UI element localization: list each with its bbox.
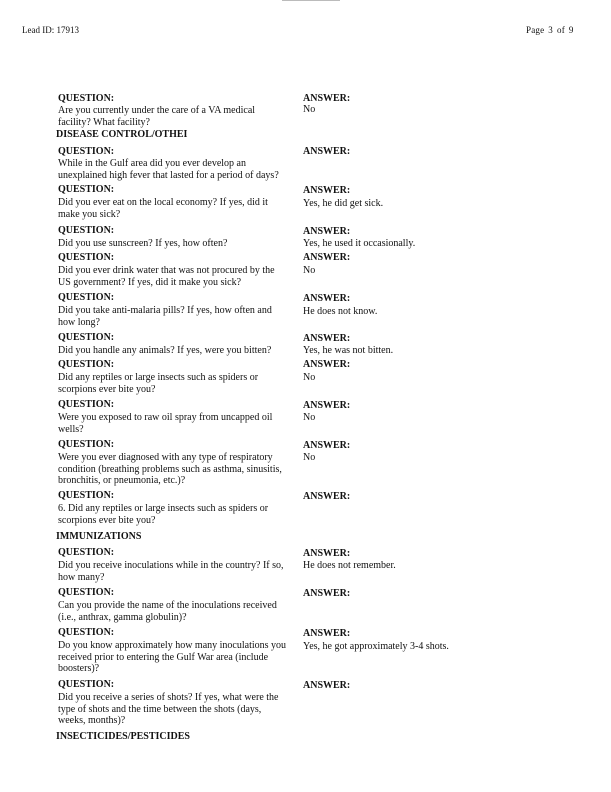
question-label: QUESTION: [58, 627, 115, 638]
answer-text: No [303, 372, 316, 383]
page-label: Page [526, 25, 545, 35]
answer-text: Yes, he did get sick. [303, 198, 384, 209]
answer-label: ANSWER: [303, 548, 351, 559]
question-label: QUESTION: [58, 225, 115, 236]
answer-label: ANSWER: [303, 93, 351, 104]
answer-text: Yes, he was not bitten. [303, 345, 394, 356]
answer-label: ANSWER: [303, 146, 351, 157]
question-label: QUESTION: [58, 332, 115, 343]
answer-label: ANSWER: [303, 588, 351, 599]
question-text: While in the Gulf area did you ever develop an unexplained high fever that lasted for a period of days? [58, 158, 279, 181]
answer-label: ANSWER: [303, 226, 351, 237]
answer-label: ANSWER: [303, 440, 351, 451]
question-label: QUESTION: [58, 146, 115, 157]
question-text: Did you use sunscreen? If yes, how often? [58, 238, 228, 249]
question-text: Do you know approximately how many inoculations you received prior to entering the Gulf War area (include boosters)? [58, 640, 287, 675]
question-label: QUESTION: [58, 184, 115, 195]
lead-id: Lead ID: 17913 [22, 25, 79, 35]
question-label: QUESTION: [58, 587, 115, 598]
section-heading-insecticides: INSECTICIDES/PESTICIDES [56, 731, 190, 742]
question-text: Did you ever eat on the local economy? If yes, did it make you sick? [58, 197, 268, 220]
answer-text: He does not remember. [303, 560, 396, 571]
question-text: 6. Did any reptiles or large insects such as spiders or scorpions ever bite you? [58, 503, 269, 526]
answer-text: No [303, 412, 316, 423]
answer-label: ANSWER: [303, 400, 351, 411]
answer-label: ANSWER: [303, 491, 351, 502]
answer-label: ANSWER: [303, 628, 351, 639]
question-text: Did you handle any animals? If yes, were you bitten? [58, 345, 272, 356]
answer-text: He does not know. [303, 306, 378, 317]
section-heading-immunizations: IMMUNIZATIONS [56, 531, 142, 542]
question-label: QUESTION: [58, 252, 115, 263]
question-text: Can you provide the name of the inoculations received (i.e., anthrax, gamma globulin)? [58, 600, 277, 623]
page-number [522, 25, 574, 35]
question-text: Did you take anti-malaria pills? If yes, how often and how long? [58, 305, 272, 328]
question-text: Were you exposed to raw oil spray from uncapped oil wells? [58, 412, 273, 435]
answer-label: ANSWER: [303, 680, 351, 691]
question-label: QUESTION: [58, 490, 115, 501]
answer-text: No [303, 265, 316, 276]
question-text: Did you receive inoculations while in the country? If so, how many? [58, 560, 284, 583]
page-of: of [557, 25, 565, 35]
answer-text: No [303, 452, 316, 463]
question-label: QUESTION: [58, 679, 115, 690]
top-rule [282, 0, 340, 1]
question-label: QUESTION: [58, 547, 115, 558]
question-label: QUESTION: [58, 399, 115, 410]
answer-label: ANSWER: [303, 293, 351, 304]
question-label: QUESTION: [58, 93, 115, 104]
question-text: Did you ever drink water that was not procured by the US government? If yes, did it make you sick? [58, 265, 275, 288]
question-label: QUESTION: [58, 292, 115, 303]
answer-label: ANSWER: [303, 185, 351, 196]
answer-label: ANSWER: [303, 359, 351, 370]
question-label: QUESTION: [58, 439, 115, 450]
section-heading-disease-control: DISEASE CONTROL/OTHEI [56, 129, 188, 140]
question-text: Were you ever diagnosed with any type of respiratory condition (breathing problems such as asthma, sinusitis, bronchitis, or pneumonia, etc.)? [58, 452, 282, 487]
question-label: QUESTION: [58, 359, 115, 370]
answer-text: Yes, he got approximately 3-4 shots. [303, 641, 449, 652]
answer-label: ANSWER: [303, 333, 351, 344]
answer-text: Yes, he used it occasionally. [303, 238, 416, 249]
question-text: Did you receive a series of shots? If yes, what were the type of shots and the time between the shots (days, weeks, months)? [58, 692, 279, 727]
page-current: 3 [548, 25, 553, 35]
question-text: Did any reptiles or large insects such as spiders or scorpions ever bite you? [58, 372, 259, 395]
answer-label: ANSWER: [303, 252, 351, 263]
question-text: Are you currently under the care of a VA medical facility? What facility? [58, 105, 256, 128]
page-total: 9 [568, 25, 574, 35]
answer-text: No [303, 104, 316, 115]
